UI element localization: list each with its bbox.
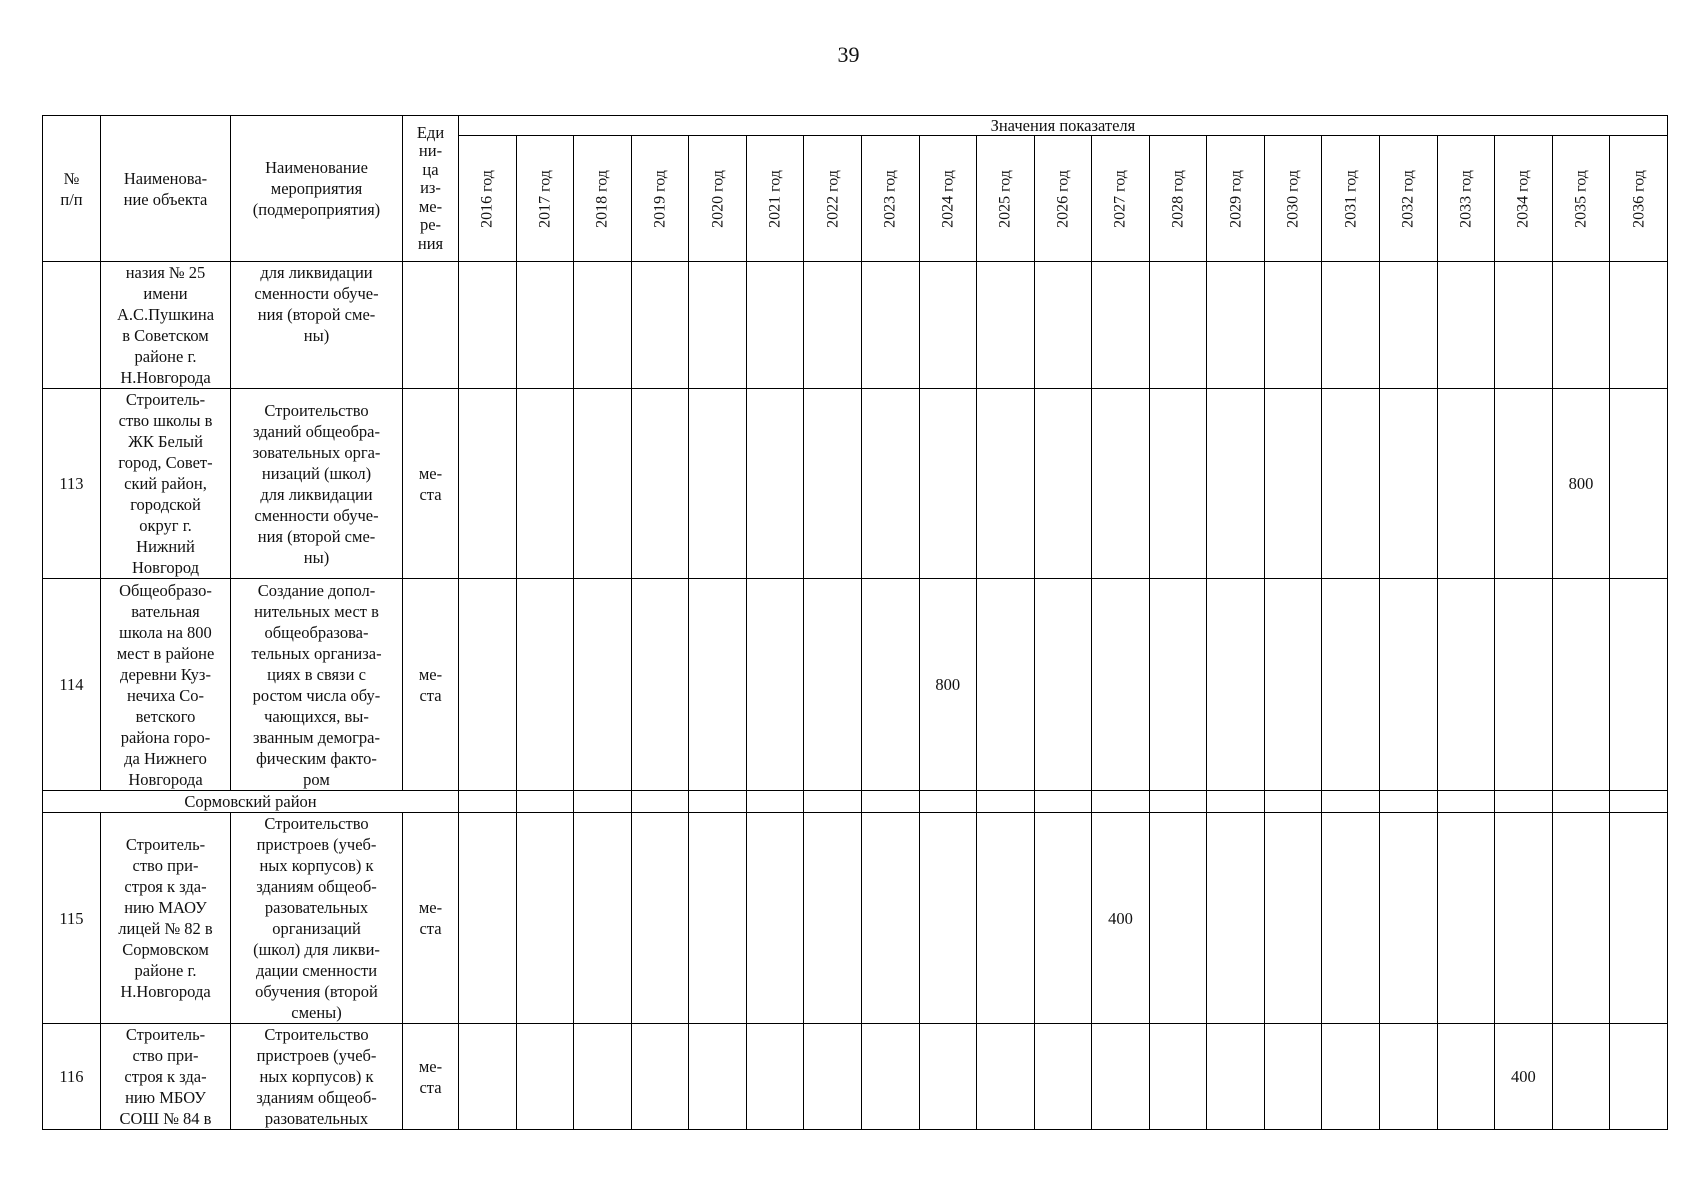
row-number: 113 <box>43 389 101 579</box>
year-value <box>1149 579 1207 791</box>
year-value <box>861 262 919 389</box>
header-year-2030-год <box>1264 136 1322 262</box>
year-label: 2035 год <box>1572 169 1590 228</box>
year-label: 2029 год <box>1227 169 1245 228</box>
year-value <box>1380 813 1438 1024</box>
table-row <box>43 1024 1668 1130</box>
year-value <box>516 579 574 791</box>
year-value <box>977 389 1035 579</box>
year-value <box>1610 262 1668 389</box>
header-year-2034-год <box>1495 136 1553 262</box>
year-value <box>746 579 804 791</box>
year-label: 2031 год <box>1342 169 1360 228</box>
year-value <box>919 262 977 389</box>
year-value <box>1495 813 1553 1024</box>
header-col-number: № п/п <box>43 116 101 262</box>
year-value <box>689 389 747 579</box>
year-value <box>1207 813 1265 1024</box>
year-cell <box>977 791 1035 813</box>
year-value <box>1207 579 1265 791</box>
year-value: 800 <box>919 579 977 791</box>
year-label: 2023 год <box>881 169 899 228</box>
header-year-2020-год <box>689 136 747 262</box>
year-value <box>516 389 574 579</box>
year-value <box>1034 389 1092 579</box>
year-value <box>1610 1024 1668 1130</box>
section-label: Сормовский район <box>43 791 459 813</box>
year-value <box>1552 813 1610 1024</box>
year-value <box>1380 262 1438 389</box>
year-value <box>1437 1024 1495 1130</box>
year-value <box>1149 1024 1207 1130</box>
year-cell <box>1149 791 1207 813</box>
year-value <box>861 813 919 1024</box>
year-value <box>1092 389 1150 579</box>
unit: ме- ста <box>403 389 459 579</box>
year-cell <box>1437 791 1495 813</box>
year-label: 2018 год <box>593 169 611 228</box>
year-value <box>1034 262 1092 389</box>
year-value <box>1034 813 1092 1024</box>
year-value <box>1322 389 1380 579</box>
year-value <box>804 1024 862 1130</box>
header-year-2017-год <box>516 136 574 262</box>
year-value <box>1149 389 1207 579</box>
header-year-2018-год <box>574 136 632 262</box>
year-value <box>1207 1024 1265 1130</box>
year-value <box>1437 262 1495 389</box>
year-label: 2024 год <box>939 169 957 228</box>
year-value <box>1495 389 1553 579</box>
unit: ме- ста <box>403 813 459 1024</box>
year-value <box>631 579 689 791</box>
year-label: 2032 год <box>1399 169 1417 228</box>
year-value <box>1264 1024 1322 1130</box>
year-value <box>977 813 1035 1024</box>
year-value <box>977 579 1035 791</box>
year-cell <box>1207 791 1265 813</box>
header-year-2026-год <box>1034 136 1092 262</box>
year-value <box>861 579 919 791</box>
year-value <box>574 813 632 1024</box>
header-year-2022-год <box>804 136 862 262</box>
year-value <box>516 262 574 389</box>
object-name: Общеобразо- вательная школа на 800 мест в районе деревни Куз- нечиха Со- ветского района горо- да Нижнего Новгорода <box>101 579 231 791</box>
year-cell <box>459 791 517 813</box>
object-name: назия № 25 имени А.С.Пушкина в Советском районе г. Н.Новгорода <box>101 262 231 389</box>
unit <box>403 262 459 389</box>
header-year-2024-год <box>919 136 977 262</box>
year-cell <box>1610 791 1668 813</box>
header-year-2025-год <box>977 136 1035 262</box>
header-values-title: Значения показателя <box>459 116 1668 136</box>
year-value: 400 <box>1092 813 1150 1024</box>
year-value <box>919 813 977 1024</box>
year-cell <box>1495 791 1553 813</box>
year-label: 2016 год <box>478 169 496 228</box>
table-row <box>43 389 1668 579</box>
page-number: 39 <box>837 42 860 67</box>
year-value <box>804 389 862 579</box>
table-row <box>43 262 1668 389</box>
year-value <box>689 813 747 1024</box>
year-cell <box>1092 791 1150 813</box>
year-value <box>459 813 517 1024</box>
year-value <box>516 1024 574 1130</box>
year-value: 400 <box>1495 1024 1553 1130</box>
year-cell <box>689 791 747 813</box>
header-year-2032-год <box>1380 136 1438 262</box>
event-name: для ликвидации сменности обуче- ния (второй сме- ны) <box>231 262 403 389</box>
year-value <box>1437 579 1495 791</box>
table-row <box>43 813 1668 1024</box>
year-value <box>1092 579 1150 791</box>
year-value <box>1552 1024 1610 1130</box>
year-value <box>1207 389 1265 579</box>
year-label: 2019 год <box>651 169 669 228</box>
year-value <box>861 389 919 579</box>
year-value <box>1264 262 1322 389</box>
event-name: Строительство пристроев (учеб- ных корпусов) к зданиям общеоб- разовательных организаций (школ) для ликви- дации сменности обучения (второй смены) <box>231 813 403 1024</box>
year-value <box>1437 389 1495 579</box>
row-number: 116 <box>43 1024 101 1130</box>
year-value <box>1322 579 1380 791</box>
year-cell <box>516 791 574 813</box>
year-cell <box>804 791 862 813</box>
year-value <box>631 262 689 389</box>
year-value <box>977 262 1035 389</box>
header-year-2019-год <box>631 136 689 262</box>
year-value <box>746 1024 804 1130</box>
year-cell <box>919 791 977 813</box>
year-value <box>459 389 517 579</box>
year-cell <box>1264 791 1322 813</box>
indicator-table <box>42 115 1668 1130</box>
year-value <box>1034 579 1092 791</box>
year-value <box>574 579 632 791</box>
year-label: 2025 год <box>996 169 1014 228</box>
year-value <box>1092 262 1150 389</box>
year-value <box>977 1024 1035 1130</box>
header-year-2021-год <box>746 136 804 262</box>
year-cell <box>746 791 804 813</box>
year-value <box>1610 389 1668 579</box>
year-value <box>919 389 977 579</box>
year-label: 2027 год <box>1111 169 1129 228</box>
year-value <box>689 262 747 389</box>
year-label: 2034 год <box>1514 169 1532 228</box>
year-value: 800 <box>1552 389 1610 579</box>
header-row-1 <box>43 116 1668 136</box>
year-cell <box>1034 791 1092 813</box>
year-value <box>574 389 632 579</box>
year-value <box>1264 389 1322 579</box>
year-value <box>1322 1024 1380 1130</box>
year-value <box>1495 579 1553 791</box>
year-value <box>861 1024 919 1130</box>
header-year-2033-год <box>1437 136 1495 262</box>
year-value <box>1264 579 1322 791</box>
year-value <box>1092 1024 1150 1130</box>
year-value <box>631 1024 689 1130</box>
year-value <box>804 579 862 791</box>
year-label: 2028 год <box>1169 169 1187 228</box>
object-name: Строитель- ство при- строя к зда- нию МАОУ лицей № 82 в Сормовском районе г. Н.Новгорода <box>101 813 231 1024</box>
year-cell <box>1380 791 1438 813</box>
year-cell <box>631 791 689 813</box>
year-label: 2017 год <box>536 169 554 228</box>
year-cell <box>1322 791 1380 813</box>
year-value <box>1322 262 1380 389</box>
year-value <box>1495 262 1553 389</box>
year-value <box>746 262 804 389</box>
header-year-2036-год <box>1610 136 1668 262</box>
header-year-2031-год <box>1322 136 1380 262</box>
year-label: 2030 год <box>1284 169 1302 228</box>
year-label: 2020 год <box>709 169 727 228</box>
year-value <box>459 579 517 791</box>
year-value <box>1610 579 1668 791</box>
year-value <box>1552 262 1610 389</box>
year-value <box>1207 262 1265 389</box>
year-value <box>574 262 632 389</box>
year-value <box>746 813 804 1024</box>
year-cell <box>1552 791 1610 813</box>
year-label: 2036 год <box>1630 169 1648 228</box>
unit: ме- ста <box>403 579 459 791</box>
year-label: 2022 год <box>824 169 842 228</box>
year-value <box>689 1024 747 1130</box>
year-value <box>574 1024 632 1130</box>
event-name: Строительство пристроев (учеб- ных корпусов) к зданиям общеоб- разовательных <box>231 1024 403 1130</box>
year-value <box>459 262 517 389</box>
year-value <box>1149 262 1207 389</box>
header-year-2016-год <box>459 136 517 262</box>
header-year-2023-год <box>861 136 919 262</box>
year-value <box>1034 1024 1092 1130</box>
year-value <box>631 389 689 579</box>
year-value <box>1264 813 1322 1024</box>
header-col-event: Наименование мероприятия (подмероприятия) <box>231 116 403 262</box>
header-col-object: Наименова- ние объекта <box>101 116 231 262</box>
year-value <box>631 813 689 1024</box>
year-value <box>1380 579 1438 791</box>
unit: ме- ста <box>403 1024 459 1130</box>
header-year-2028-год <box>1149 136 1207 262</box>
table-row <box>43 579 1668 791</box>
year-value <box>1149 813 1207 1024</box>
section-row <box>43 791 1668 813</box>
header-year-2029-год <box>1207 136 1265 262</box>
year-value <box>1380 389 1438 579</box>
year-value <box>516 813 574 1024</box>
year-value <box>1322 813 1380 1024</box>
event-name: Создание допол- нительных мест в общеобразова- тельных организа- циях в связи с ростом числа обу- чающихся, вы- званным демогра- фическим факто- ром <box>231 579 403 791</box>
year-value <box>1552 579 1610 791</box>
year-label: 2021 год <box>766 169 784 228</box>
year-value <box>1437 813 1495 1024</box>
year-value <box>1380 1024 1438 1130</box>
header-year-2027-год <box>1092 136 1150 262</box>
row-number: 115 <box>43 813 101 1024</box>
year-value <box>459 1024 517 1130</box>
object-name: Строитель- ство школы в ЖК Белый город, Совет- ский район, городской округ г. Нижний Новгород <box>101 389 231 579</box>
year-label: 2026 год <box>1054 169 1072 228</box>
header-year-2035-год <box>1552 136 1610 262</box>
header-col-unit: Еди ни- ца из- ме- ре- ния <box>403 116 459 262</box>
year-label: 2033 год <box>1457 169 1475 228</box>
year-value <box>689 579 747 791</box>
year-cell <box>574 791 632 813</box>
year-value <box>804 813 862 1024</box>
object-name: Строитель- ство при- строя к зда- нию МБОУ СОШ № 84 в <box>101 1024 231 1130</box>
year-value <box>919 1024 977 1130</box>
row-number: 114 <box>43 579 101 791</box>
year-value <box>1610 813 1668 1024</box>
year-value <box>804 262 862 389</box>
event-name: Строительство зданий общеобра- зовательных орга- низаций (школ) для ликвидации сменности обуче- ния (второй сме- ны) <box>231 389 403 579</box>
row-number <box>43 262 101 389</box>
year-value <box>746 389 804 579</box>
year-cell <box>861 791 919 813</box>
